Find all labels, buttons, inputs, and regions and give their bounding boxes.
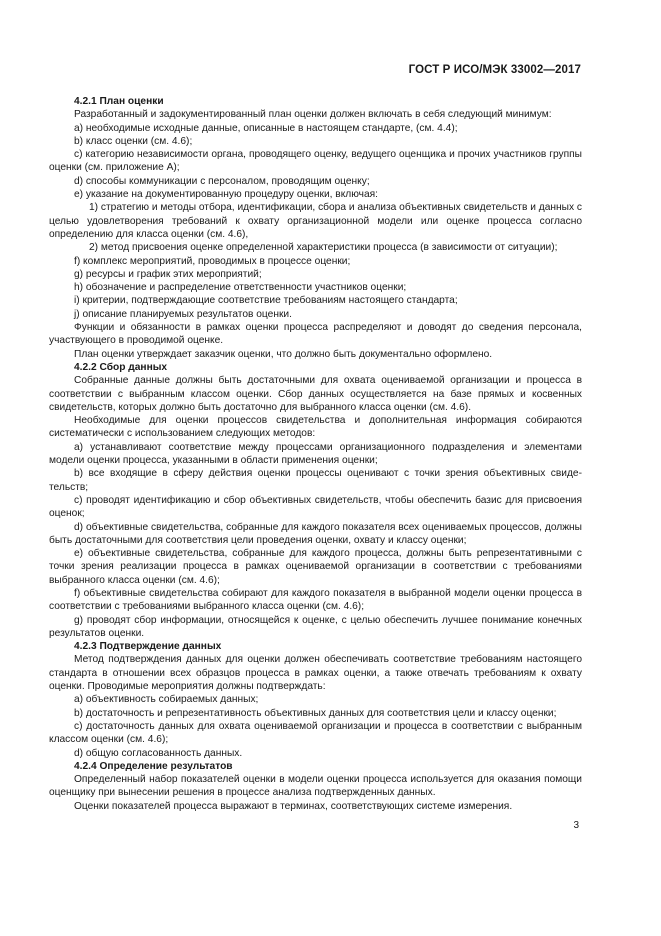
section-heading: 4.2.4 Определение результатов (74, 760, 233, 772)
paragraph: Необходимые для оценки процессов свидетельства и дополнительная информация собираются систематически с использованием следующих методов: (49, 415, 582, 440)
paragraph: c) достаточность данных для охвата оцениваемой организации и процесса в соответствии с выбранным классом оценки (см. 4.6); (49, 720, 582, 746)
paragraph: Определенный набор показателей оценки в модели оценки процесса используется для оказания помощи оценщику при вынесении решения в процессе анализа подтвержденных данных. (49, 774, 582, 799)
paragraph: d) способы коммуникации с персоналом, проводящим оценку; (74, 175, 370, 187)
section-heading: 4.2.2 Сбор данных (74, 361, 168, 373)
paragraph: f) объективные свидетельства собирают для каждого показателя в выбранной модели оценки процесса в соответствии с требованиями выбранного класса оценки (см. 4.6); (49, 587, 582, 613)
paragraph: b) достаточность и репрезентативность объективных данных для соответствия цели и классу оценки; (74, 707, 557, 719)
paragraph: b) все входящие в сферу действия оценки процессы оценивают с точки зрения объективных свидетельств; (49, 468, 582, 493)
paragraph: a) необходимые исходные данные, описанные в настоящем стандарте, (см. 4.4); (74, 122, 458, 134)
paragraph: j) описание планируемых результатов оценки. (74, 308, 292, 320)
paragraph: i) критерии, подтверждающие соответствие требованиям настоящего стандарта; (74, 295, 458, 307)
paragraph: g) ресурсы и график этих мероприятий; (74, 268, 262, 280)
paragraph: f) комплекс мероприятий, проводимых в процессе оценки; (74, 255, 351, 267)
paragraph: c) проводят идентификацию и сбор объективных свидетельств, чтобы обеспечить базис для присвоения оценок; (49, 494, 582, 520)
document-header: ГОСТ Р ИСО/МЭК 33002—2017 (408, 64, 581, 76)
paragraph: a) устанавливают соответствие между процессами организационного подразделения и элементами модели оценки процесса, указанными в области применения оценки; (49, 441, 582, 467)
document-body (49, 95, 582, 813)
paragraph: c) категорию независимости органа, проводящего оценку, ведущего оценщика и прочих участников группы оценки (см. приложение А); (49, 149, 582, 174)
paragraph: d) общую согласованность данных. (74, 747, 243, 759)
paragraph: e) объективные свидетельства, собранные для каждого процесса, должны быть репрезентативными с точки зрения реализации процесса в рамках оцениваемой организации в соответствии с требованиями выбранного класса оценки (см. 4.6); (49, 548, 582, 586)
paragraph: d) объективные свидетельства, собранные для каждого показателя всех оцениваемых процессов, должны быть достаточными для соответствия цели проведения оценки, охвату и классу оценки; (49, 521, 582, 546)
paragraph: Разработанный и задокументированный план оценки должен включать в себя следующий минимум: (74, 109, 552, 121)
paragraph: Оценки показателей процесса выражают в терминах, соответствующих системе измерения. (74, 800, 513, 812)
paragraph: 2) метод присвоения оценке определенной характеристики процесса (в зависимости от ситуации); (89, 242, 558, 254)
paragraph: h) обозначение и распределение ответственности участников оценки; (74, 282, 407, 294)
paragraph: Функции и обязанности в рамках оценки процесса распределяют и доводят до сведения персонала, участвующего в проводимой оценке. (49, 322, 582, 347)
section-heading: 4.2.3 Подтверждение данных (74, 641, 222, 653)
page-number: 3 (573, 820, 579, 831)
paragraph: e) указание на документированную процедуру оценки, включая: (74, 189, 378, 201)
paragraph: a) объективность собираемых данных; (74, 694, 259, 706)
paragraph: Метод подтверждения данных для оценки должен обеспечивать соответствие требованиям настоящего стандарта в отношении всех образцов процесса в рамках оценки, а также отвечать требованиям к охвату оценки. Проводимые мероприятия должны подтверждать: (49, 654, 582, 693)
paragraph: Собранные данные должны быть достаточными для охвата оцениваемой организации и процесса в соответствии с выбранным классом оценки. Сбор данных осуществляется на базе прямых и косвенных свидетельств, которых должно быть достаточно для выбранного класса оценки (см. 4.6). (49, 375, 582, 413)
paragraph: b) класс оценки (см. 4.6); (74, 135, 193, 147)
paragraph: 1) стратегию и методы отбора, идентификации, сбора и анализа объективных свидетельств и данных с целью удовлетворения требований к охвату организационной модели или оценке процесса согласно определению для класса оценки (см. 4.6), (49, 202, 582, 240)
section-heading: 4.2.1 План оценки (74, 96, 164, 107)
paragraph: План оценки утверждает заказчик оценки, что должно быть документально оформлено. (74, 348, 493, 360)
paragraph: g) проводят сбор информации, относящейся к оценке, с целью обеспечить лучшее понимание конечных результатов оценки. (49, 614, 582, 639)
